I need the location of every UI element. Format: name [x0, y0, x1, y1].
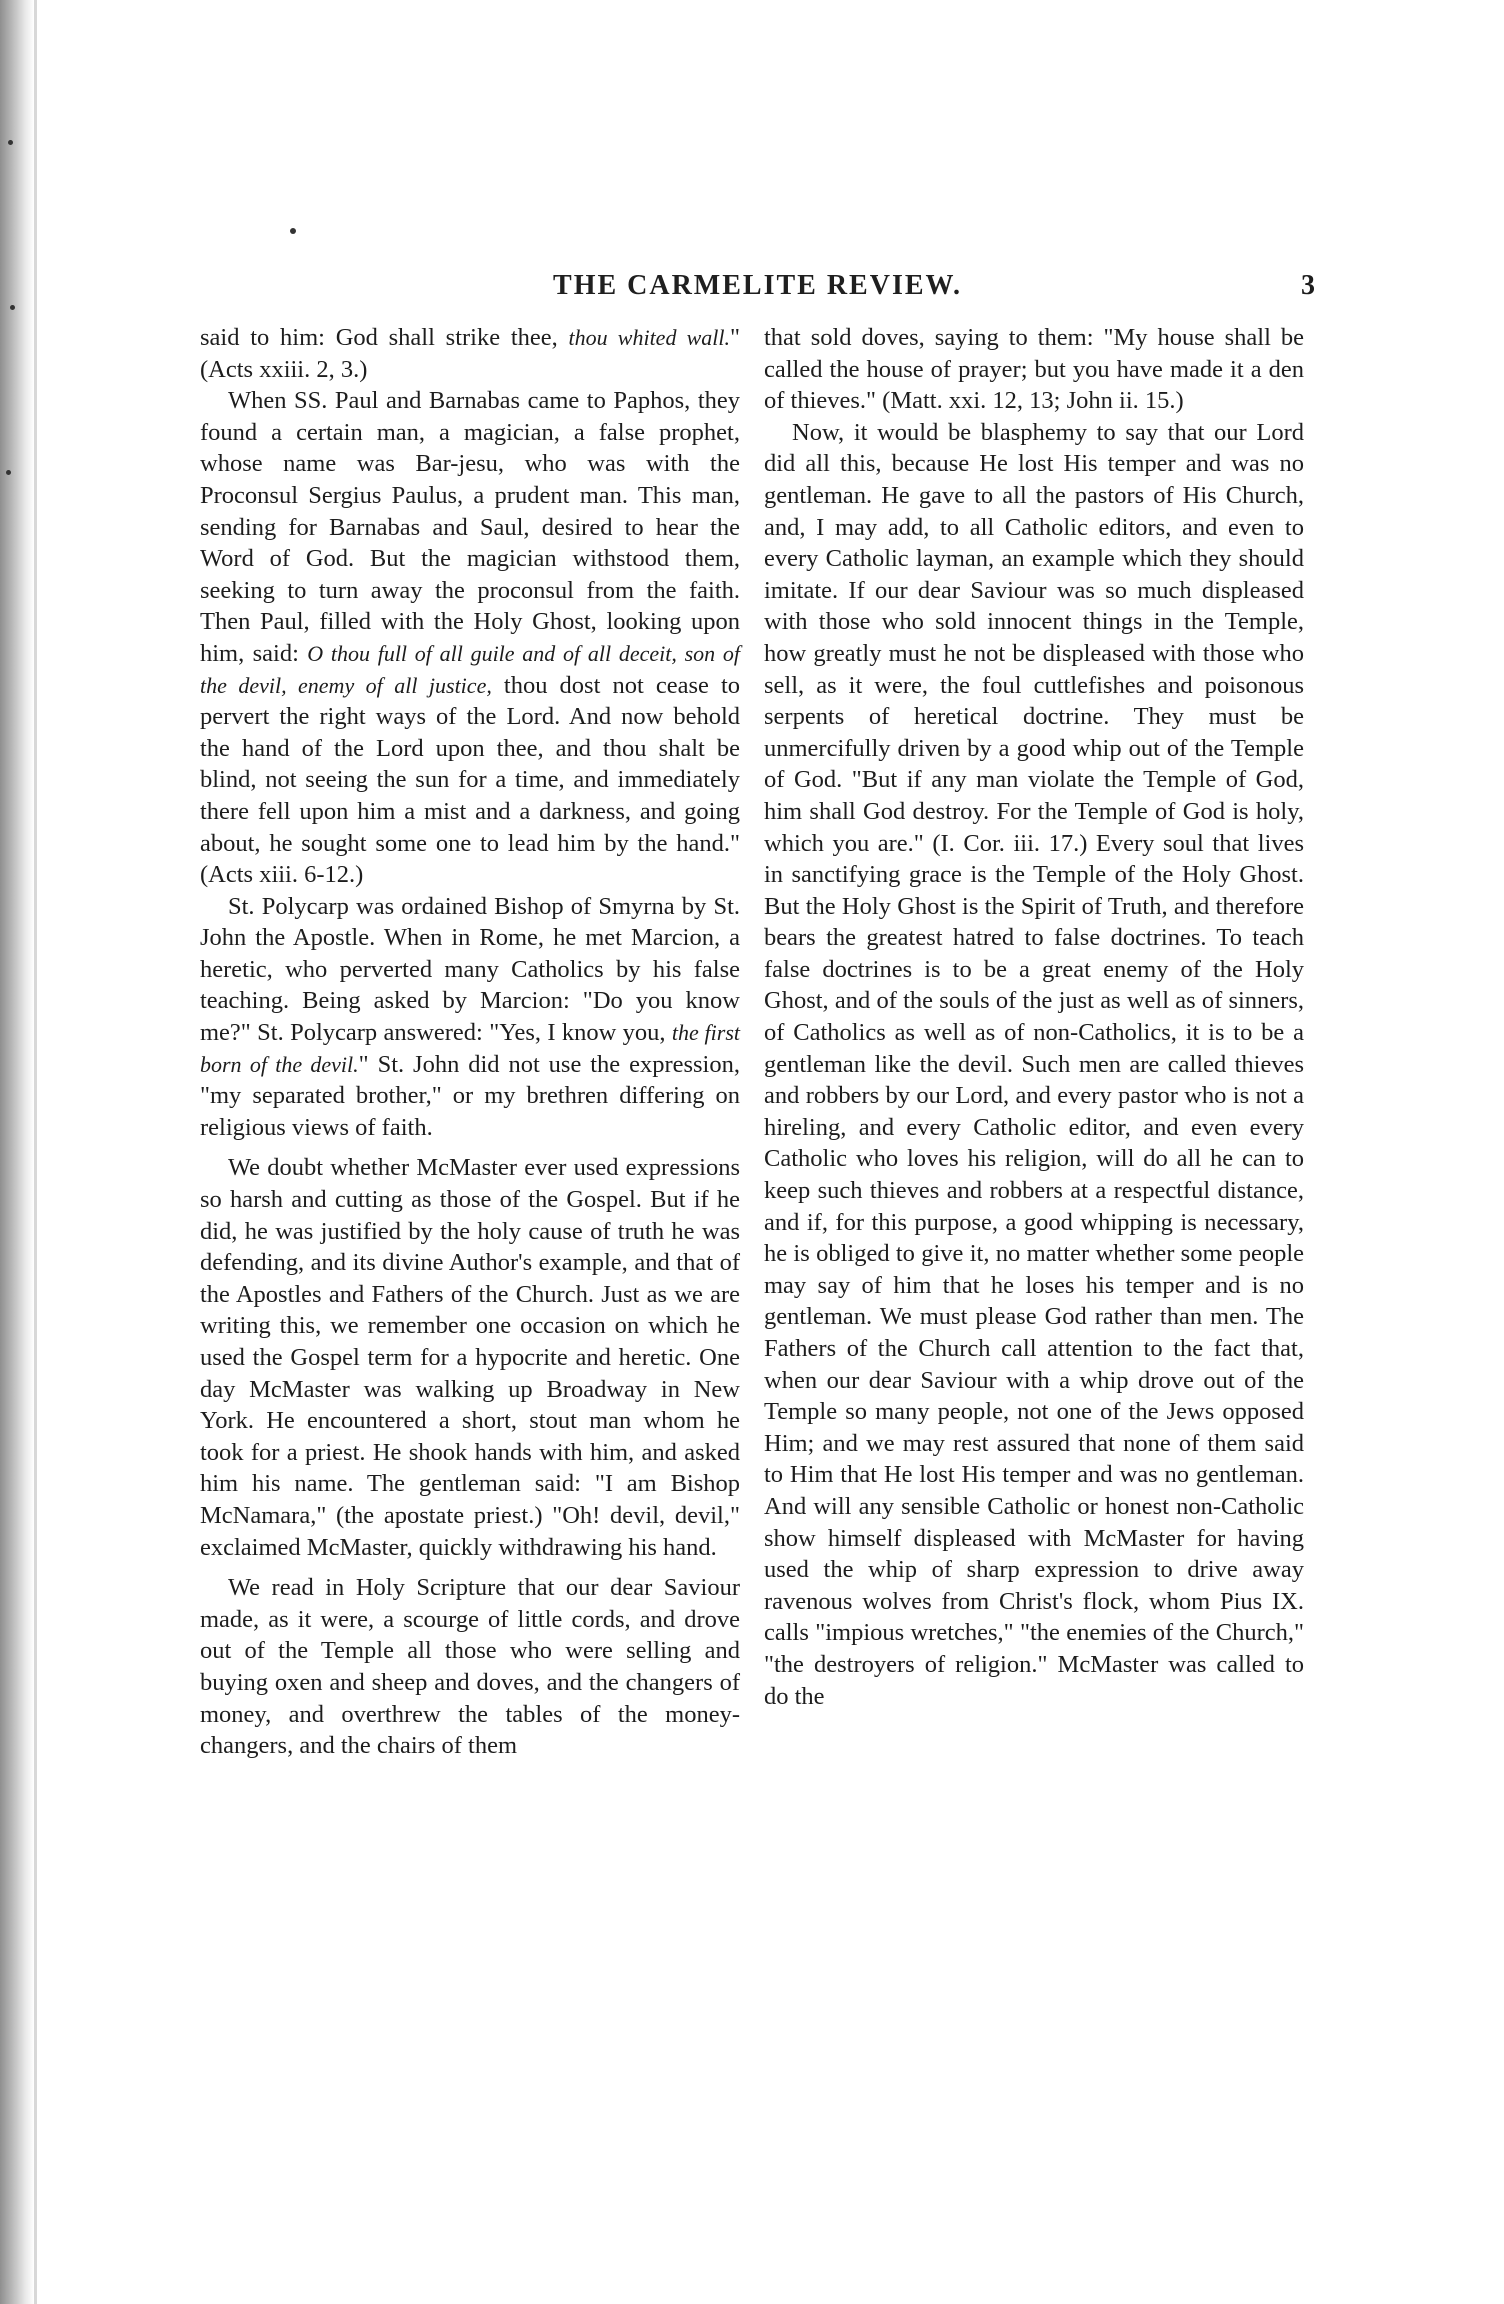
right-column — [764, 322, 1304, 1712]
running-head: THE CARMELITE REVIEW. — [553, 270, 962, 301]
page-number: 3 — [1301, 270, 1315, 301]
text-run: thou dost not cease to pervert the right ways of the Lord. And now behold the hand of the Lord upon thee, and thou shalt be blind, not seeing the sun for a time, and immediately there fell upon him a mist and a darkness, and going about, he sought some one to lead him by the hand." (Acts xiii. 6-12.) — [200, 671, 740, 889]
page-header — [200, 270, 1315, 310]
text-run: " (Acts xxiii. 2, 3.) — [200, 324, 740, 383]
paragraph: We doubt whether McMaster ever used expressions so harsh and cutting as those of the Gospel. But if he did, he was justified by the holy cause of truth he was defending, and its divine Author's example, and that of the Apostles and Fathers of the Church. Just as we are writing this, we remember one occasion on which he used the Gospel term for a hypocrite and heretic. One day McMaster was walking up Broadway in New York. He encountered a short, stout man whom he took for a priest. He shook hands with him, and asked him his name. The gentleman said: "I am Bishop McNamara," (the apostate priest.) "Oh! devil, devil," exclaimed McMaster, quickly withdrawing his hand. — [200, 1154, 740, 1561]
paragraph — [200, 322, 740, 385]
paragraph: We read in Holy Scripture that our dear Saviour made, as it were, a scourge of little cords, and drove out of the Temple all those who were selling and buying oxen and sheep and doves, and the changers of money, and overthrew the tables of the money-changers, and the chairs of them — [200, 1574, 740, 1760]
scan-speck — [290, 228, 296, 234]
paragraph — [200, 891, 740, 1144]
italic-quote: thou whited wall. — [568, 325, 730, 350]
paragraph: that sold doves, saying to them: "My house shall be called the house of prayer; but you have made it a den of thieves." (Matt. xxi. 12, 13; John ii. 15.) — [764, 324, 1304, 415]
left-column — [200, 322, 740, 1762]
scan-binding-shadow — [0, 0, 34, 2304]
scan-speck — [6, 470, 11, 475]
text-run: said to him: God shall strike thee, — [200, 324, 569, 351]
text-run: St. Polycarp was ordained Bishop of Smyrna by St. John the Apostle. When in Rome, he met Marcion, a heretic, who perverted many Catholics by his false teaching. Being asked by Marcion: "Do you know me?" St. Polycarp answered: "Yes, I know you, — [200, 892, 740, 1047]
paragraph — [200, 385, 740, 891]
italic-quote: the first born of the devil. — [200, 1020, 740, 1077]
page-edge — [34, 0, 37, 2304]
text-run: When SS. Paul and Barnabas came to Paphos, they found a certain man, a magician, a false prophet, whose name was Bar-jesu, who was with the Proconsul Sergius Paulus, a prudent man. This man, sending for Barnabas and Saul, desired to hear the Word of God. But the magician withstood them, seeking to turn away the proconsul from the faith. Then Paul, filled with the Holy Ghost, looking upon him, said: — [200, 387, 740, 667]
italic-quote: O thou full of all guile and of all deceit, son of the devil, enemy of all justice, — [200, 640, 740, 698]
text-run: " St. John did not use the expression, "my separated brother," or my brethren differing on religious views of faith. — [200, 1050, 740, 1141]
scan-speck — [8, 140, 13, 145]
scan-speck — [10, 305, 15, 310]
paragraph: Now, it would be blasphemy to say that our Lord did all this, because He lost His temper and was no gentleman. He gave to all the pastors of His Church, and, I may add, to all Catholic editors, and even to every Catholic layman, an example which they should imitate. If our dear Saviour was so much displeased with those who sold innocent things in the Temple, how greatly must he not be displeased with those who sell, as it were, the foul cuttlefishes and poisonous serpents of heretical doctrine. They must be unmercifully driven by a good whip out of the Temple of God. "But if any man violate the Temple of God, him shall God destroy. For the Temple of God is holy, which you are." (I. Cor. iii. 17.) Every soul that lives in sanctifying grace is the Temple of the Holy Ghost. But the Holy Ghost is the Spirit of Truth, and therefore bears the greatest hatred to false doctrines. To teach false doctrines is to be a great enemy of the Holy Ghost, and of the souls of the just as well as of sinners, of Catholics as well as of non-Catholics, it is to be a gentleman like the devil. Such men are called thieves and robbers by our Lord, and every pastor who is not a hireling, and every Catholic editor, and even every Catholic who loves his religion, will do all he can to keep such thieves and robbers at a respectful distance, and if, for this purpose, a good whipping is necessary, he is obliged to give it, no matter whether some people may say of him that he loses his temper and is no gentleman. We must please God rather than men. The Fathers of the Church call attention to the fact that, when our dear Saviour with a whip drove out of the Temple so many people, not one of the Jews opposed Him; and we may rest assured that none of them said to Him that He lost His temper and was no gentleman. And will any sensible Catholic or honest non-Catholic show himself displeased with McMaster for having used the whip of sharp expression to drive away ravenous wolves from Christ's flock, whom Pius IX. calls "impious wretches," "the enemies of the Church," "the destroyers of religion." McMaster was called to do the — [764, 418, 1304, 1710]
